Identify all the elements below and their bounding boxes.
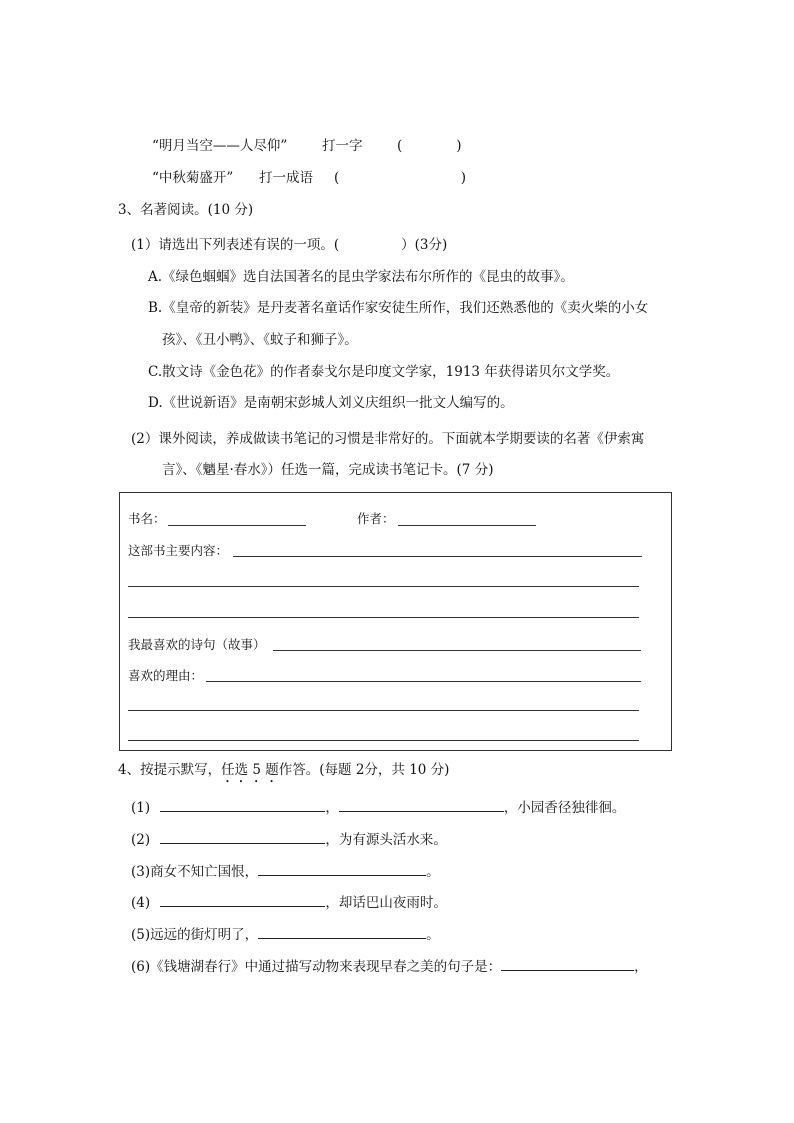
- q4-item-6: [131, 956, 648, 976]
- riddle-2-hint: 打一成语: [259, 170, 313, 186]
- q4-item-3-num: (3): [131, 864, 151, 880]
- q4-item-2: [131, 829, 447, 849]
- q4-item-3-blank[interactable]: [258, 861, 426, 876]
- q4-item-4-num: (4): [131, 895, 151, 911]
- q4-item-3-end: 。: [426, 864, 440, 880]
- q4-item-4: [131, 892, 447, 912]
- q4-item-6-blank[interactable]: [501, 956, 634, 971]
- q4-item-2-end: ，为有源头活水来。: [325, 832, 447, 848]
- q4-item-4-end: ，却话巴山夜雨时。: [325, 895, 447, 911]
- reason-label: 喜欢的理由：: [128, 668, 204, 683]
- q3-option-a: A.《绿色蝈蝈》选自法国著名的昆虫学家法布尔所作的《昆虫的故事》。: [148, 269, 574, 285]
- q3-sub2-line2: 言》、《魑星·春水》）任选一篇，完成读书笔记卡。(7 分): [162, 462, 494, 478]
- q4-item-5-pre: 远远的街灯明了，: [150, 927, 259, 943]
- q3-sub2-line1: (2）课外阅读，养成做读书笔记的习惯是非常好的。下面就本学期要读的名著《伊索寓: [131, 431, 645, 447]
- q3-option-c: C.散文诗《金色花》的作者泰戈尔是印度文学家，1913 年获得诺贝尔文学奖。: [148, 364, 620, 380]
- author-label: 作者：: [357, 511, 395, 526]
- q4-title-a: 4、按提示默写，: [118, 762, 222, 778]
- q4-item-6-pre: 《钱塘湖春行》中通过描写动物来表现早春之美的句子是：: [150, 959, 502, 975]
- riddle-1: [152, 137, 462, 155]
- main-content-field-3[interactable]: [128, 617, 639, 618]
- q4-item-6-end: ，: [634, 959, 648, 975]
- q4-item-1-mid: ，: [325, 800, 339, 816]
- riddle-1-hint: 打一字: [322, 138, 363, 154]
- q4-item-5-blank[interactable]: [258, 924, 426, 939]
- favorite-label: 我最喜欢的诗句（故事）: [128, 637, 266, 652]
- q4-item-2-blank[interactable]: [160, 829, 325, 844]
- riddle-1-text: “明月当空——人尽仰”: [152, 138, 288, 154]
- reading-note-card: [119, 492, 672, 751]
- q4-item-2-num: (2): [131, 832, 151, 848]
- q3-option-b-cont: 孩》、《丑小鸭》、《蚊子和狮子》。: [162, 332, 358, 348]
- q4-item-1-blank-b[interactable]: [339, 797, 504, 812]
- reason-field-2[interactable]: [128, 710, 639, 711]
- q4-item-6-num: (6): [131, 959, 151, 975]
- riddle-2-text: “中秋菊盛开”: [152, 170, 234, 186]
- q4-item-5-end: 。: [426, 927, 440, 943]
- q3-option-d: D.《世说新语》是南朝宋彭城人刘义庆组织一批文人编写的。: [148, 395, 514, 411]
- riddle-2-answer-blank[interactable]: ( ): [334, 170, 467, 186]
- q3-title: 3、名著阅读。(10 分): [118, 202, 254, 218]
- q4-item-1-end: ，小园香径独徘徊。: [503, 800, 626, 816]
- main-content-field-2[interactable]: [128, 586, 639, 587]
- q4-item-1: [131, 797, 625, 817]
- riddle-1-answer-blank[interactable]: ( ): [397, 138, 462, 154]
- book-name-label: 书名：: [128, 511, 166, 526]
- reason-field-3[interactable]: [128, 740, 639, 741]
- q4-item-1-num: (1): [131, 800, 151, 816]
- book-name-field[interactable]: [168, 525, 306, 526]
- author-field[interactable]: [398, 525, 536, 526]
- q4-item-5: [131, 924, 440, 944]
- q4-item-3-pre: 商女不知亡国恨，: [150, 864, 259, 880]
- q4-title: [118, 761, 449, 786]
- q3-sub1-stem-a: (1）请选出下列表述有误的一项。(: [131, 237, 340, 253]
- q3-sub1-stem-b: ）(3分): [401, 237, 448, 253]
- q3-sub1-stem: [131, 236, 447, 254]
- q4-item-3: [131, 861, 440, 881]
- q4-item-5-num: (5): [131, 927, 151, 943]
- q4-item-4-blank[interactable]: [160, 892, 325, 907]
- main-content-field-1[interactable]: [233, 556, 642, 557]
- riddle-2: [152, 169, 467, 187]
- q3-option-b: B.《皇帝的新装》是丹麦著名童话作家安徒生所作，我们还熟悉他的《卖火柴的小女: [148, 300, 649, 316]
- favorite-field[interactable]: [273, 650, 641, 651]
- q4-title-b: 作答。(每题 2分，共 10 分): [278, 762, 450, 778]
- reason-field-1[interactable]: [206, 681, 641, 682]
- main-content-label: 这部书主要内容：: [128, 543, 229, 558]
- q4-item-1-blank-a[interactable]: [160, 797, 325, 812]
- q4-title-emphasis: 任选 5 题: [221, 762, 279, 778]
